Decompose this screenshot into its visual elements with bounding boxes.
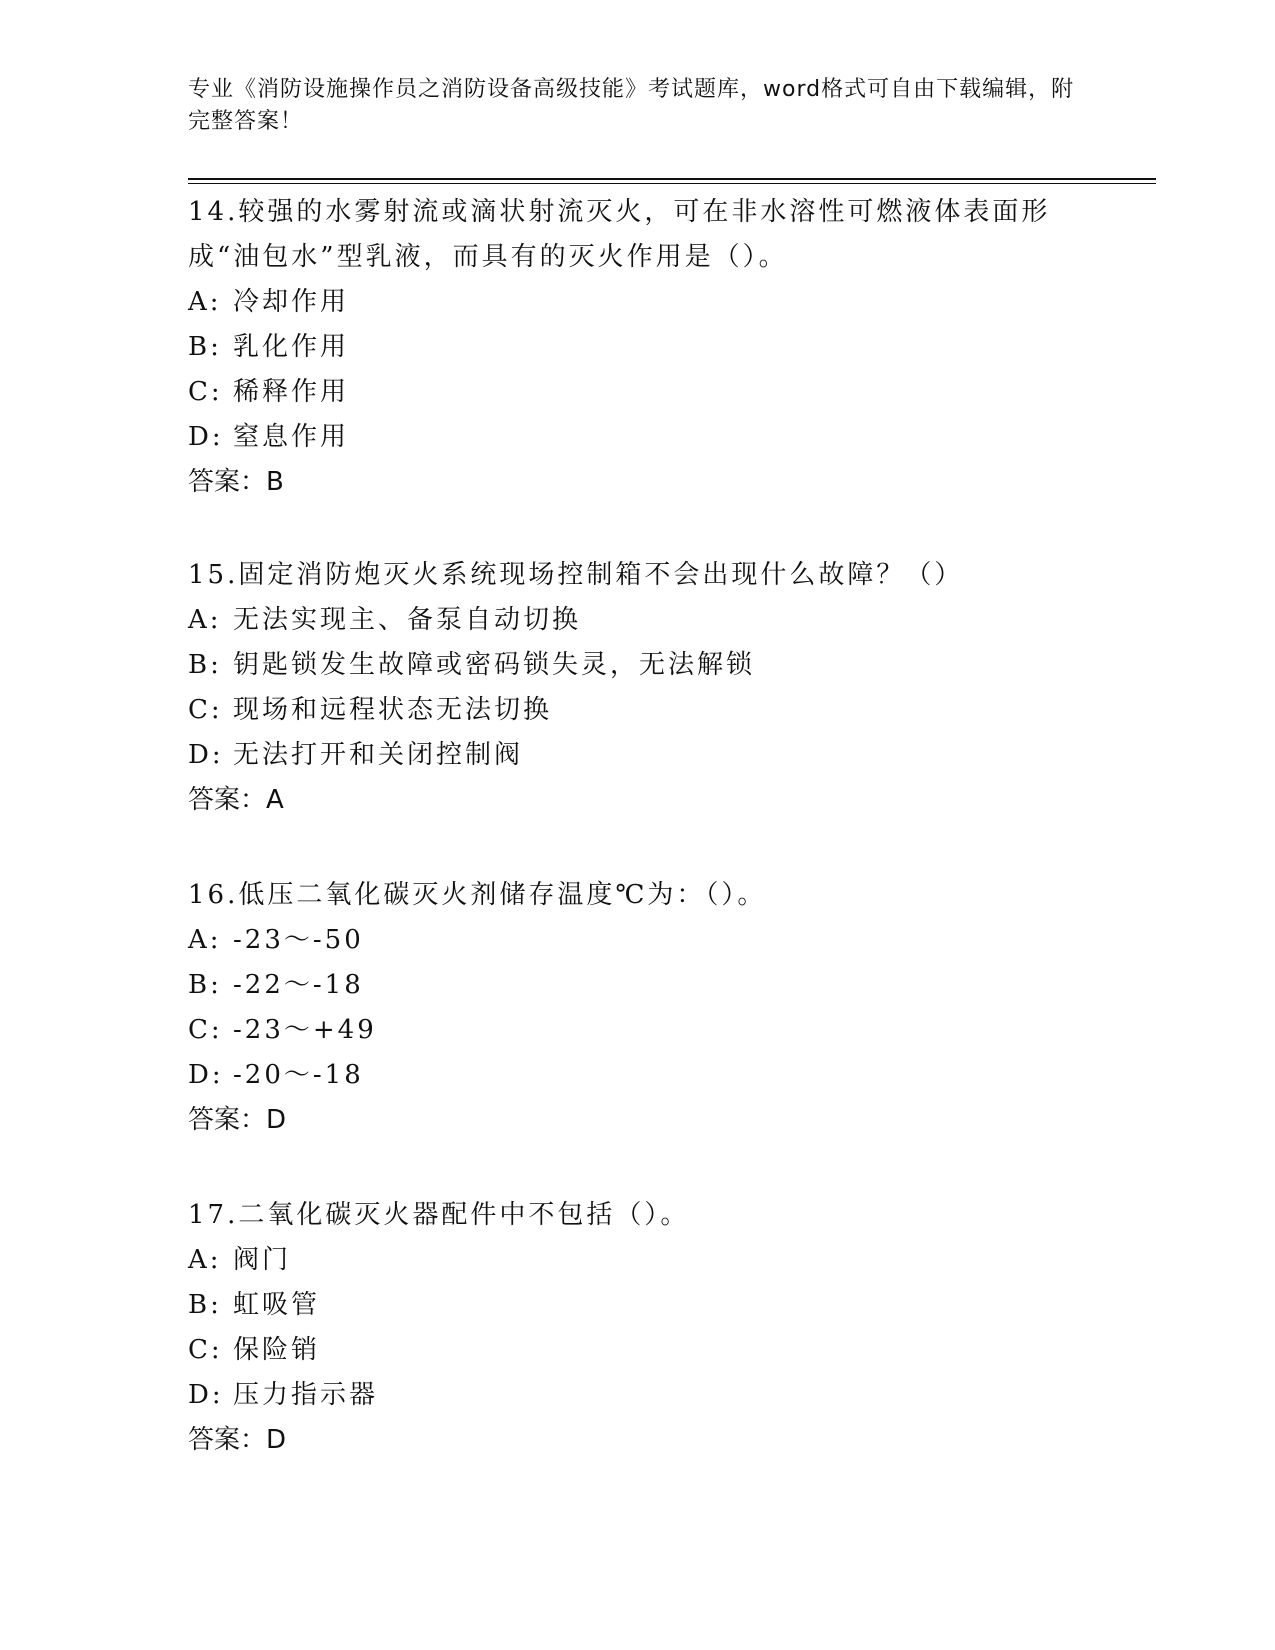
option-d [188,1373,1088,1418]
question-stem: 14.较强的水雾射流或滴状射流灭火，可在非水溶性可燃液体表面形成“油包水”型乳液，而具有的灭火作用是（）。 [188,197,1051,272]
option-b [188,1283,1088,1328]
option-d [188,733,1088,778]
option-text: -23～+49 [233,1015,377,1045]
answer-line: 答案：A [188,785,284,815]
option-letter: D: [188,422,224,452]
answer-line: 答案：B [188,467,284,497]
option-a [188,598,1088,643]
question-stem: 16.低压二氧化碳灭火剂储存温度℃为：（）。 [188,880,767,910]
option-c [188,1008,1088,1053]
option-text: 阀门 [233,1245,292,1275]
option-letter: B: [188,1290,222,1320]
option-text: -23～-50 [233,925,364,955]
option-letter: A: [188,605,222,635]
option-text: -20～-18 [233,1060,364,1090]
option-text: -22～-18 [233,970,364,1000]
option-c [188,1328,1088,1373]
option-text: 窒息作用 [233,422,350,452]
option-text: 冷却作用 [233,287,350,317]
option-letter: B: [188,650,222,680]
option-letter: B: [188,970,222,1000]
option-letter: A: [188,1245,222,1275]
question-17 [188,1193,1088,1463]
option-b [188,963,1088,1008]
option-letter: D: [188,740,224,770]
option-a [188,918,1088,963]
option-text: 无法实现主、备泵自动切换 [233,605,582,635]
option-text: 现场和远程状态无法切换 [233,695,553,725]
option-letter: A: [188,925,222,955]
header-divider-thick [188,178,1156,180]
option-letter: D: [188,1380,224,1410]
question-15 [188,553,1088,823]
option-a [188,1238,1088,1283]
option-text: 乳化作用 [233,332,350,362]
question-stem: 15.固定消防炮灭火系统现场控制箱不会出现什么故障？（） [188,560,964,590]
option-letter: C: [188,695,223,725]
option-letter: D: [188,1060,224,1090]
document-intro: 专业《消防设施操作员之消防设备高级技能》考试题库，word格式可自由下载编辑，附完整答案！ [188,77,1075,134]
option-b [188,325,1088,370]
option-letter: C: [188,377,223,407]
header-divider-thin [188,183,1156,184]
question-14 [188,190,1088,505]
option-text: 钥匙锁发生故障或密码锁失灵，无法解锁 [233,650,756,680]
option-text: 压力指示器 [233,1380,379,1410]
question-stem: 17.二氧化碳灭火器配件中不包括（）。 [188,1200,690,1230]
option-d [188,1053,1088,1098]
option-letter: C: [188,1335,223,1365]
option-text: 保险销 [233,1335,321,1365]
option-d [188,415,1088,460]
option-text: 稀释作用 [233,377,350,407]
option-letter: C: [188,1015,223,1045]
option-b [188,643,1088,688]
option-c [188,370,1088,415]
option-letter: A: [188,287,222,317]
question-16 [188,873,1088,1143]
option-c [188,688,1088,733]
option-letter: B: [188,332,222,362]
option-text: 虹吸管 [233,1290,321,1320]
option-text: 无法打开和关闭控制阀 [233,740,524,770]
answer-line: 答案：D [188,1105,287,1135]
option-a [188,280,1088,325]
answer-line: 答案：D [188,1425,287,1455]
